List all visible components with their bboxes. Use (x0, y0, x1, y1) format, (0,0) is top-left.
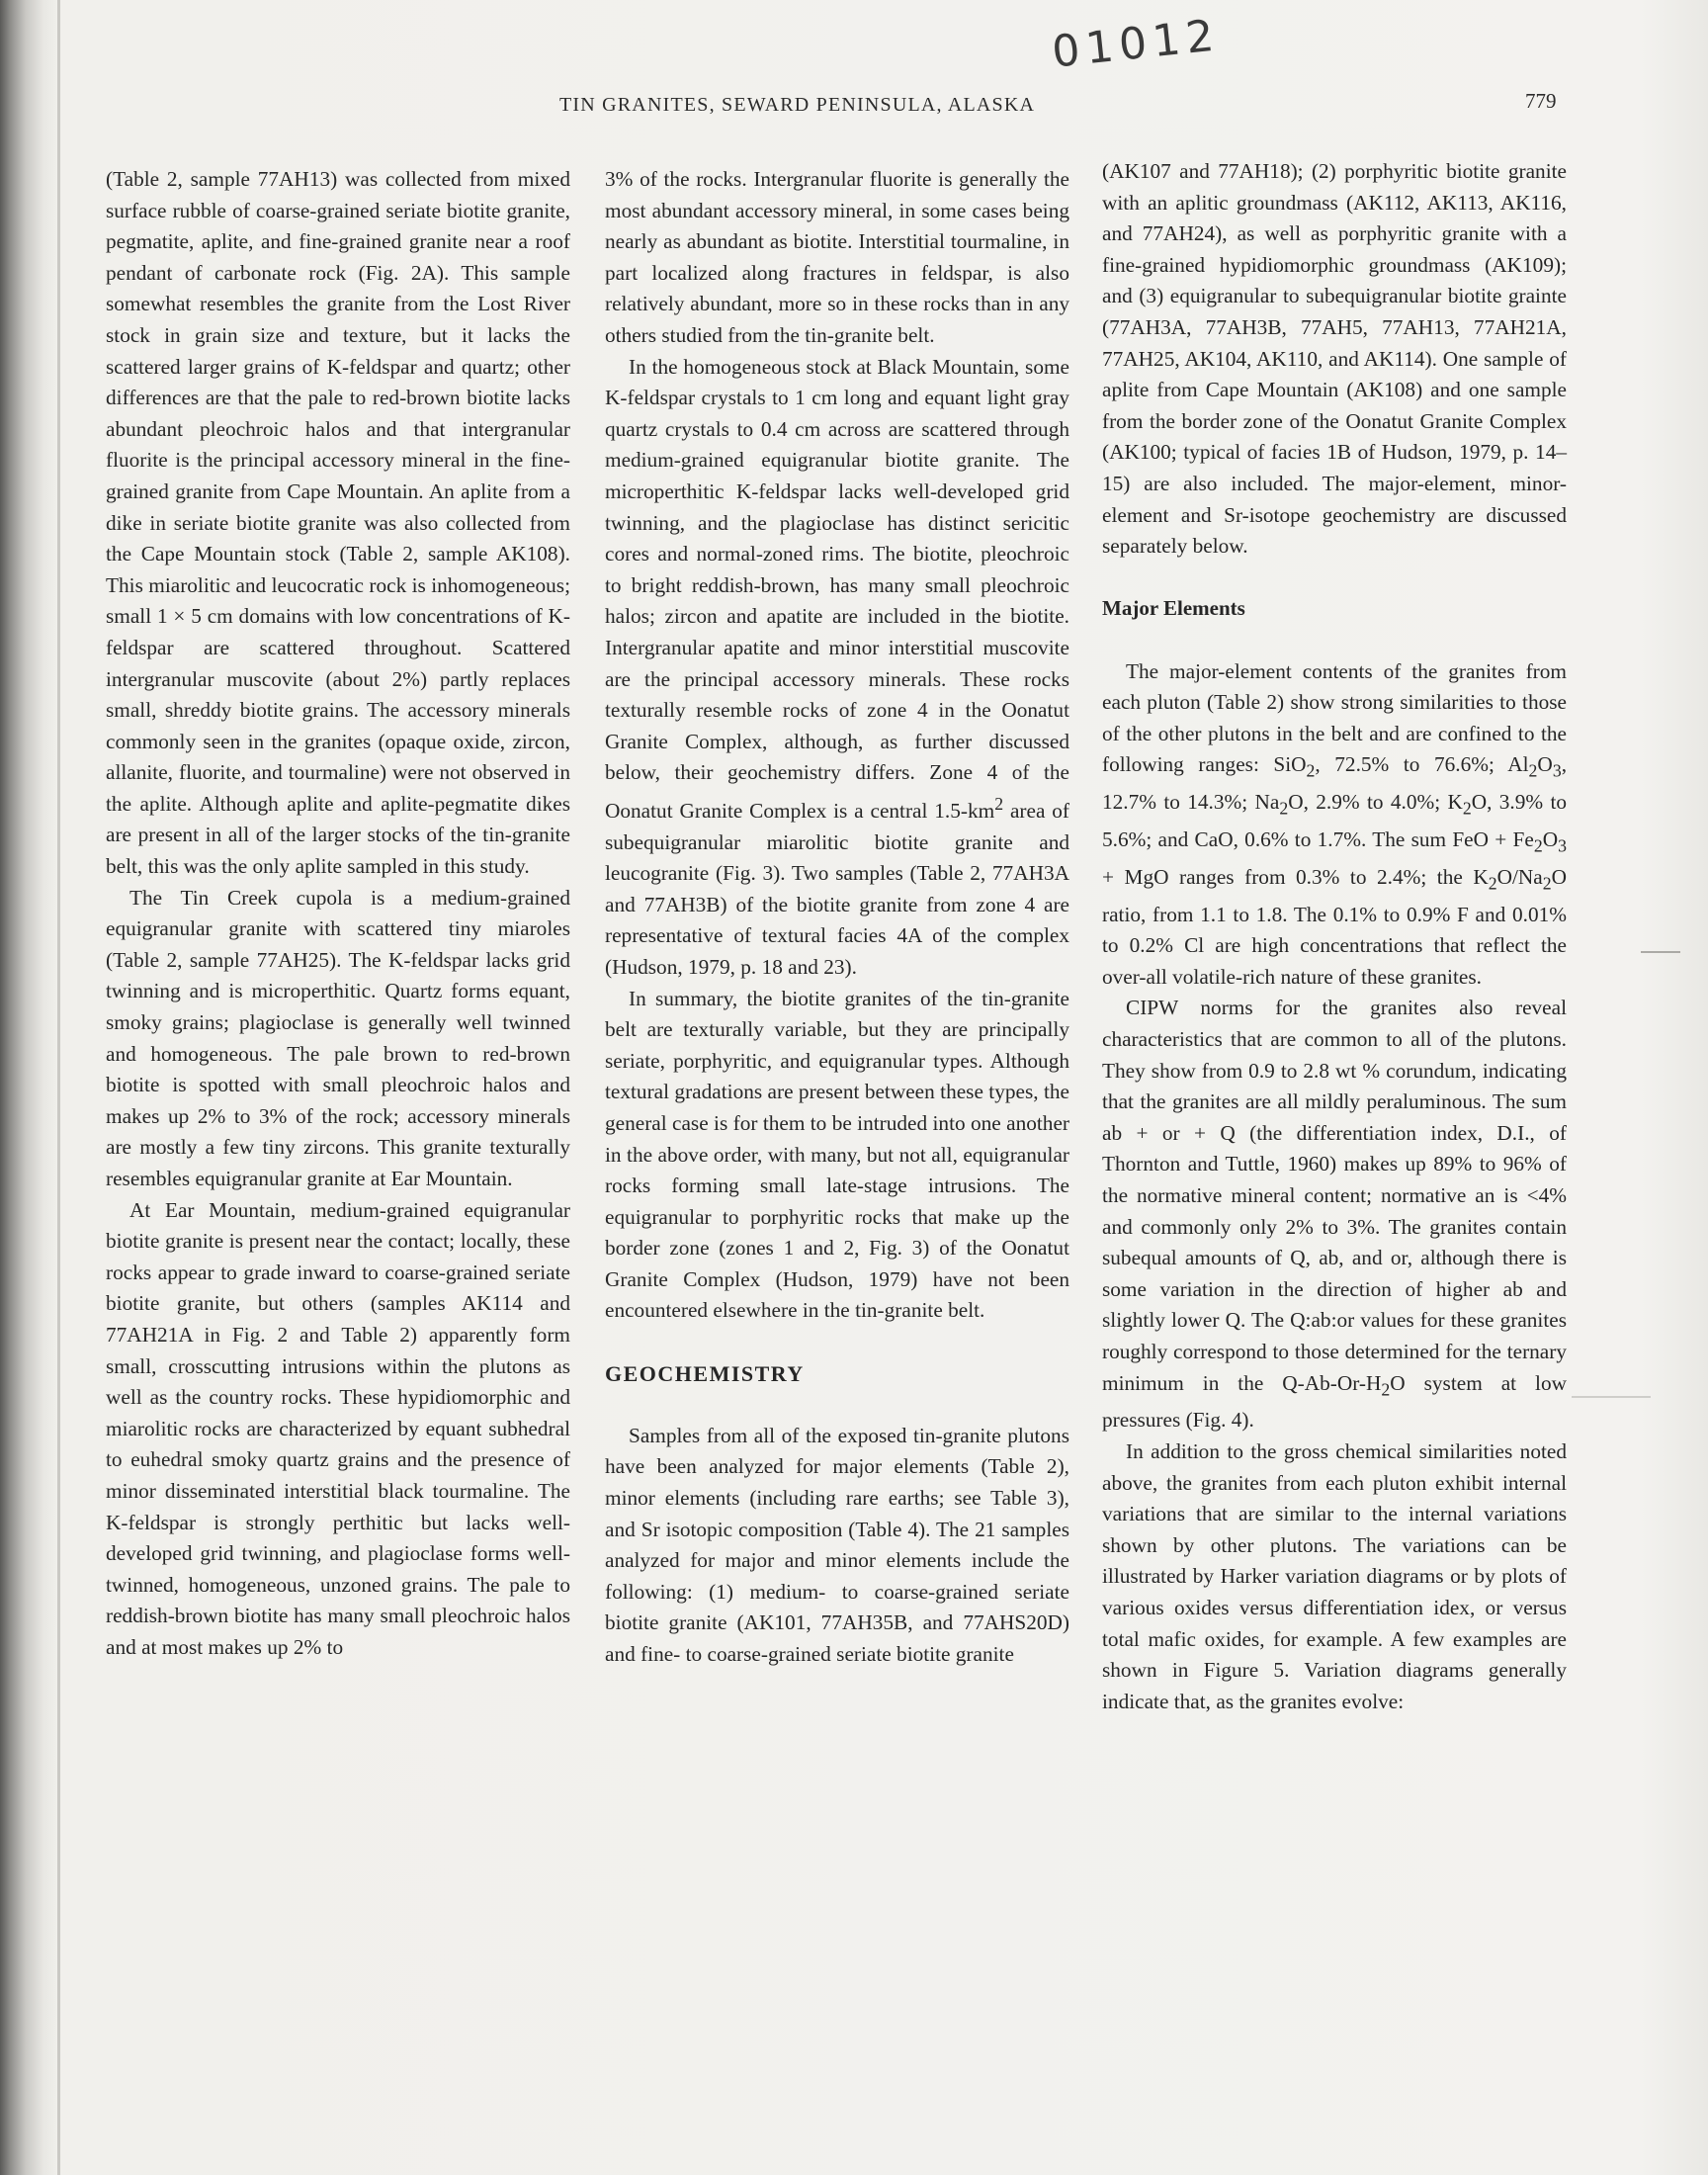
subscript: 2 (1533, 835, 1543, 856)
scan-mark (1572, 1396, 1651, 1398)
text-column-middle (605, 164, 1069, 1671)
subscript: 2 (1381, 1378, 1391, 1399)
text-column-right (1102, 156, 1567, 1717)
text-run: O (1537, 752, 1553, 777)
paragraph: In summary, the biotite granites of the tin-granite belt are texturally variable, but they are principally seriate, porphyritic, and equigranular types. Although textural gradations are present between these types, the general case is for them to be intruded into one another in the above order, with many, but not all, equigranular rocks forming small late-stage intrusions. The equigranular to porphyritic rocks that make up the border zone (zones 1 and 2, Fig. 3) of the Oonatut Granite Complex (Hudson, 1979) have not been encountered elsewhere in the tin-granite belt. (605, 986, 1069, 1323)
subscript: 2 (1462, 798, 1472, 819)
paragraph: In addition to the gross chemical similarities noted above, the granites from each pluton exhibit internal variations that are similar to the internal variations shown by other plutons. The variations can be illustrated by Harker variation diagrams or by plots of various oxides versus differentiation idex, or versus total mafic oxides, for example. A few examples are shown in Figure 5. Variation diagrams generally indicate that, as the granites evolve: (1102, 1439, 1567, 1713)
text-column-left (106, 164, 570, 1664)
text-run: In the homogeneous stock at Black Mountain, some K-feldspar crystals to 1 cm long and equant light gray quartz crystals to 0.4 cm across are scattered through medium-grained equigranular biotite granite. The microperthitic K-feldspar lacks well-developed grid twinning, and the plagioclase has distinct sericitic cores and normal-zoned rims. The biotite, pleochroic to bright reddish-brown, has many small pleochroic halos; zircon and apatite are included in the biotite. Intergranular apatite and minor interstitial muscovite are the principal accessory minerals. These rocks texturally resemble rocks of zone 4 in the Oonatut Granite Complex, although, as further discussed below, their geochemistry differs. Zone 4 of the Oonatut Granite Complex is a central 1.5-km (605, 354, 1069, 823)
paragraph: 3% of the rocks. Intergranular fluorite is generally the most abundant accessory mineral, in some cases being nearly as abundant as biotite. Interstitial tourmaline, in part localized along fractures in feldspar, is also relatively abundant, more so in these rocks than in any others studied from the tin-granite belt. (605, 167, 1069, 347)
text-run: The major-element contents of the granites from each pluton (Table 2) show strong similarities to those of the other plutons in the belt and are confined to the following ranges: SiO (1102, 658, 1567, 777)
paragraph: Samples from all of the exposed tin-granite plutons have been analyzed for major elements (Table 2), minor elements (including rare earths; see Table 3), and Sr isotopic composition (Table 4). The 21 samples analyzed for major and minor elements include the following: (1) medium- to coarse-grained seriate biotite granite (AK101, 77AH35B, and 77AHS20D) and fine- to coarse-grained seriate biotite granite (605, 1423, 1069, 1666)
text-run: O, 3.9% to 5.6%; and CaO, 0.6% to 1.7%. The sum FeO + Fe (1102, 790, 1568, 851)
spacer (605, 1389, 1069, 1421)
scan-mark (1641, 951, 1680, 953)
subscript: 2 (1528, 760, 1538, 781)
paragraph: (AK107 and 77AH18); (2) porphyritic biotite granite with an aplitic groundmass (AK112, AK113, AK116, and 77AH24), as well as porphyritic granite with a fine-grained hypidiomorphic groundmass (AK109); and (3) equigranular to subequigranular biotite grainte (77AH3A, 77AH3B, 77AH5, 77AH13, 77AH21A, 77AH25, AK104, AK110, and AK114). One sample of aplite from Cape Mountain (AK108) and one sample from the border zone of the Oonatut Granite Complex (AK100; typical of facies 1B of Hudson, 1979, p. 14–15) are also included. The major-element, minor-element and Sr-isotope geochemistry are discussed separately below. (1102, 159, 1567, 559)
running-head: TIN GRANITES, SEWARD PENINSULA, ALASKA (559, 94, 1036, 116)
text-run: area of subequigranular miarolitic biotite granite and leucogranite (Fig. 3). Two samples (Table 2, 77AH3A and 77AH3B) of the biotite granite from zone 4 are representative of textural facies 4A of the complex (Hudson, 1979, p. 18 and 23). (605, 798, 1069, 979)
paragraph: At Ear Mountain, medium-grained equigranular biotite granite is present near the contact; locally, these rocks appear to grade inward to coarse-grained seriate biotite granite, but others (samples AK114 and 77AH21A in Fig. 2 and Table 2) apparently form small, crosscutting intrusions within the plutons as well as the country rocks. These hypidiomorphic and miarolitic rocks are characterized by equant subhedral to euhedral smoky quartz grains and the presence of minor disseminated interstitial black tourmaline. The K-feldspar is strongly perthitic but lacks well-developed grid twinning, and plagioclase forms well-twinned, homogeneous, unzoned grains. The pale to reddish-brown biotite has many small pleochroic halos and at most makes up 2% to (106, 1197, 570, 1659)
spacer (605, 1327, 1069, 1358)
subscript: 3 (1558, 835, 1567, 856)
spacer (1102, 563, 1567, 594)
subscript: 3 (1552, 760, 1562, 781)
text-run: + MgO ranges from 0.3% to 2.4%; the K (1102, 864, 1489, 889)
superscript: 2 (994, 793, 1004, 814)
section-heading: GEOCHEMISTRY (605, 1360, 805, 1386)
text-run: CIPW norms for the granites also reveal characteristics that are common to all of the plutons. They show from 0.9 to 2.8 wt % corundum, indicating that the granites are all mildly peraluminous. The sum ab + or + Q (the differentiation index, D.I., of Thornton and Tuttle, 1960) makes up 89% to 96% of the normative mineral content; normative an is <4% and commonly only 2% to 3%. The granites contain subequal amounts of Q, ab, and or, although there is some variation in the direction of higher ab and slightly lower Q. The Q:ab:or values for these granites roughly correspond to those determined for the ternary minimum in the Q-Ab-Or-H (1102, 996, 1567, 1395)
text-run: O/Na (1496, 864, 1543, 889)
subscript: 2 (1306, 760, 1316, 781)
paragraph: (Table 2, sample 77AH13) was collected from mixed surface rubble of coarse-grained seriate biotite granite, pegmatite, aplite, and fine-grained granite near a roof pendant of carbonate rock (Fig. 2A). This sample somewhat resembles the granite from the Lost River stock in grain size and texture, but it lacks the scattered larger grains of K-feldspar and quartz; other differences are that the pale to red-brown biotite lacks abundant pleochroic halos and that intergranular fluorite is the principal accessory mineral in the fine-grained granite from Cape Mountain. An aplite from a dike in seriate biotite granite was also collected from the Cape Mountain stock (Table 2, sample AK108). This miarolitic and leucocratic rock is inhomogeneous; small 1 × 5 cm domains with low concentrations of K-feldspar are scattered throughout. Scattered intergranular muscovite (about 2%) partly replaces small, shreddy biotite grains. The accessory minerals commonly seen in the granites (opaque oxide, zircon, allanite, fluorite, and tourmaline) were not observed in the aplite. Although aplite and aplite-pegmatite dikes are present in all of the larger stocks of the tin-granite belt, this was the only aplite sampled in this study. (106, 167, 570, 879)
subscript: 2 (1488, 873, 1497, 894)
text-run: O system at low pressures (Fig. 4). (1102, 1370, 1568, 1433)
text-run: , 72.5% to 76.6%; Al (1315, 752, 1529, 777)
subsection-heading: Major Elements (1102, 596, 1245, 621)
paragraph (605, 352, 1069, 984)
subscript: 2 (1542, 873, 1552, 894)
subscript: 2 (1279, 798, 1289, 819)
text-run: , 12.7% to 14.3%; Na (1102, 752, 1568, 815)
text-run: O, 2.9% to 4.0%; K (1288, 790, 1463, 815)
text-run: O (1542, 826, 1559, 851)
paragraph (1102, 993, 1567, 1436)
spacer (1102, 625, 1567, 656)
paragraph: The Tin Creek cupola is a medium-grained equigranular granite with scattered tiny miaroles (Table 2, sample 77AH25). The K-feldspar lacks grid twinning and is microperthitic. Quartz forms equant, smoky grains; plagioclase is generally well twinned and homogeneous. The pale brown to red-brown biotite is spotted with small pleochroic halos and makes up 2% to 3% of the rock; accessory minerals are mostly a few tiny zircons. This granite texturally resembles equigranular granite at Ear Mountain. (106, 885, 570, 1190)
page-number: 779 (1525, 89, 1557, 113)
text-run: O ratio, from 1.1 to 1.8. The 0.1% to 0.9% F and 0.01% to 0.2% Cl are high concentrations that reflect the over-all volatile-rich nature of these granites. (1102, 864, 1567, 989)
handwritten-stamp-number: 01012 (1050, 10, 1223, 78)
paragraph (1102, 656, 1567, 994)
